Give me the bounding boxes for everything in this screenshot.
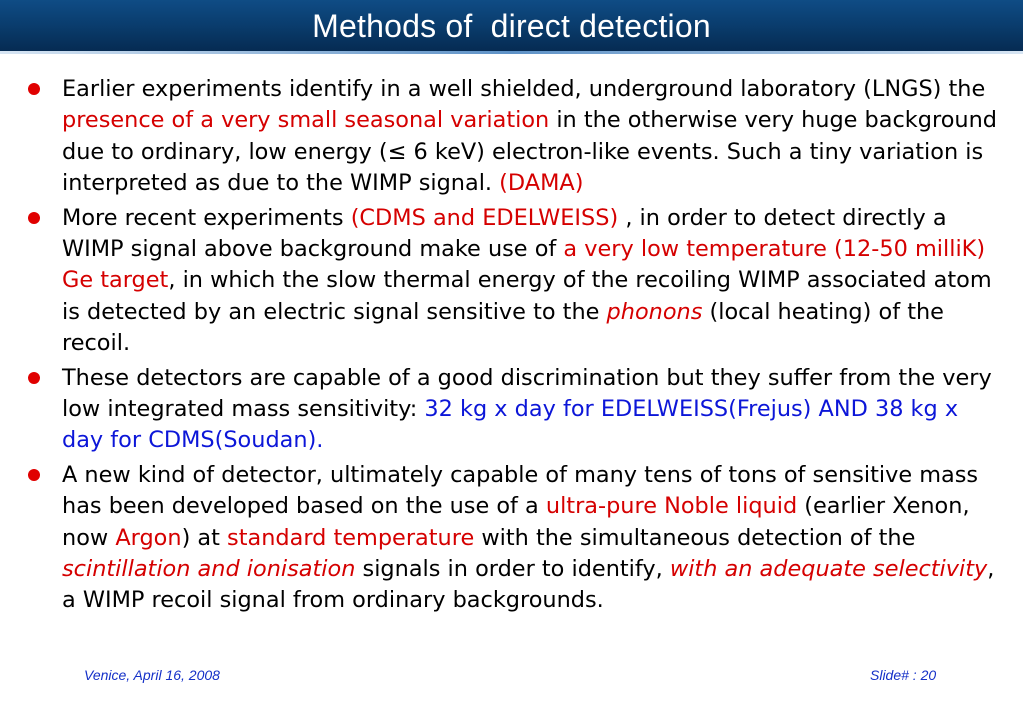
slide-number: Slide# : 20 <box>870 667 937 683</box>
bullet-text-segment: with the simultaneous detection of the <box>474 524 916 551</box>
bullet-text-segment: presence of a very small seasonal variation <box>62 107 550 134</box>
bullet-text-segment: phonons <box>606 298 703 325</box>
bullet-text-segment: Argon <box>115 524 182 551</box>
bullet-text-segment: (CDMS and EDELWEISS) <box>350 204 619 231</box>
bullet-text-segment: with an adequate selectivity <box>669 555 988 582</box>
bullet-item <box>24 74 1004 199</box>
bullet-text-segment: a very low temperature (12-50 milliK) Ge target <box>62 235 986 294</box>
bullet-text-segment: , in order to detect directly a WIMP signal above background make use of <box>62 204 947 262</box>
bullet-text-segment: signals in order to identify, <box>355 555 670 582</box>
bullet-dot-icon <box>28 83 40 95</box>
bullet-item <box>24 203 1004 359</box>
bullet-text-segment: ultra-pure Noble liquid <box>545 493 798 520</box>
bullet-text-segment: A new kind of detector, ultimately capable of many tens of tons of sensitive mass has been developed based on the use of a <box>62 462 979 520</box>
bullet-text-segment: , a WIMP recoil signal from ordinary backgrounds. <box>62 555 995 614</box>
bullet-text-segment: , in which the slow thermal energy of the recoiling WIMP associated atom is detected by an electric signal sensitive to the <box>62 267 992 325</box>
bullet-text-segment: (DAMA) <box>499 169 584 196</box>
bullet-dot-icon <box>28 372 40 384</box>
bullet-text-segment: (earlier Xenon, now <box>62 493 970 551</box>
bullet-text-segment: 32 kg x day for EDELWEISS(Frejus) AND 38 kg x day for CDMS(Soudan). <box>62 395 959 454</box>
bullet-text-segment: in the otherwise very huge background due to ordinary, low energy (≤ 6 keV) electron-like events. Such a tiny variation is interpreted as due to the WIMP signal. <box>62 107 997 196</box>
bullet-dot-icon <box>28 212 40 224</box>
bullet-text-segment: ) at <box>181 524 228 551</box>
bullet-text-segment: These detectors are capable of a good discrimination but they suffer from the very low integrated mass sensitivity: <box>62 364 992 422</box>
bullet-text-segment: Earlier experiments identify in a well shielded, underground laboratory (LNGS) the <box>62 76 986 102</box>
bullet-text-segment: scintillation and ionisation <box>62 555 356 582</box>
bullet-list <box>24 74 1004 620</box>
bullet-text-segment: More recent experiments <box>62 204 351 231</box>
bullet-text-segment: standard temperature <box>227 524 475 551</box>
bullet-item <box>24 460 1004 616</box>
bullet-text-segment: (local heating) of the recoil. <box>62 298 944 356</box>
bullet-item <box>24 363 1004 457</box>
slide-title: Methods of direct detection <box>312 7 711 44</box>
bullet-dot-icon <box>28 469 40 481</box>
footer-date: Venice, April 16, 2008 <box>84 667 220 683</box>
title-bar <box>0 0 1023 54</box>
